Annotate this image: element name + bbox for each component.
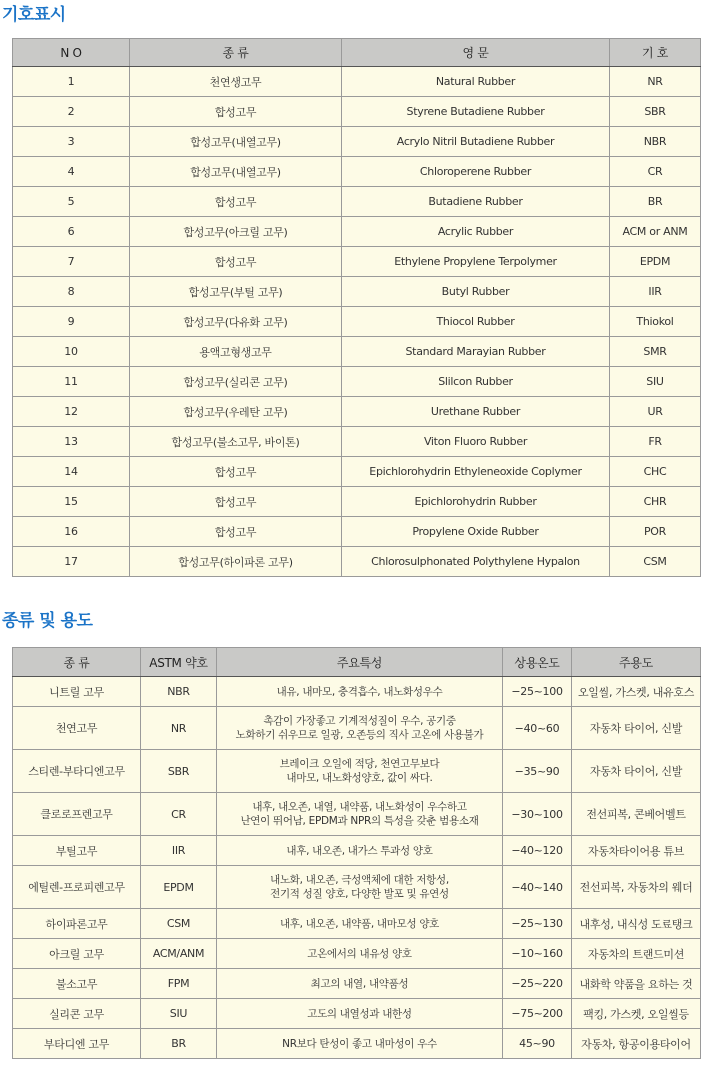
operating-temperature: −35~90: [503, 750, 572, 793]
english-name: Butyl Rubber: [342, 277, 610, 307]
rubber-type: 천연생고무: [130, 67, 342, 97]
symbol-code: POR: [610, 517, 701, 547]
astm-code: NR: [141, 707, 217, 750]
rubber-type: 실리콘 고무: [13, 999, 141, 1029]
usage-table: [12, 647, 701, 1059]
table-row: [13, 187, 701, 217]
header-astm: ASTM 약호: [141, 648, 217, 677]
properties-line-1: 내노화, 내오존, 극성액체에 대한 저항성,: [270, 874, 449, 886]
header-no: N O: [13, 39, 130, 67]
rubber-type: 합성고무(내열고무): [130, 157, 342, 187]
header-type: 종 류: [130, 39, 342, 67]
table-row: [13, 307, 701, 337]
row-number: 9: [13, 307, 130, 337]
main-use: 전선피복, 자동차의 웨더: [572, 866, 701, 909]
rubber-type: 에틸렌-프로피렌고무: [13, 866, 141, 909]
header-main-use: 주용도: [572, 648, 701, 677]
properties: [217, 939, 503, 969]
operating-temperature: −25~130: [503, 909, 572, 939]
properties-line-1: 고도의 내열성과 내한성: [307, 1007, 412, 1020]
properties-line-1: 내후, 내오존, 내가스 투과성 양호: [286, 844, 433, 857]
table-row: [13, 999, 701, 1029]
properties-line-2: 노화하기 쉬우므로 일광, 오존등의 직사 고온에 사용불가: [235, 729, 484, 741]
english-name: Styrene Butadiene Rubber: [342, 97, 610, 127]
row-number: 3: [13, 127, 130, 157]
row-number: 2: [13, 97, 130, 127]
header-temperature: 상용온도: [503, 648, 572, 677]
symbol-code: CHC: [610, 457, 701, 487]
operating-temperature: −25~100: [503, 677, 572, 707]
rubber-type: 아크릴 고무: [13, 939, 141, 969]
table-row: [13, 939, 701, 969]
row-number: 1: [13, 67, 130, 97]
rubber-type: 합성고무(내열고무): [130, 127, 342, 157]
operating-temperature: −40~120: [503, 836, 572, 866]
rubber-type: 합성고무(우레탄 고무): [130, 397, 342, 427]
properties-line-1: 내후, 내오존, 내약품, 내마모성 양호: [279, 917, 440, 930]
row-number: 17: [13, 547, 130, 577]
symbol-code: UR: [610, 397, 701, 427]
table-row: [13, 517, 701, 547]
rubber-type: 합성고무: [130, 97, 342, 127]
symbol-code: BR: [610, 187, 701, 217]
section-title-symbols: 기호표시: [2, 5, 66, 25]
row-number: 10: [13, 337, 130, 367]
astm-code: CSM: [141, 909, 217, 939]
rubber-type: 합성고무: [130, 187, 342, 217]
symbol-code: Thiokol: [610, 307, 701, 337]
english-name: Epichlorohydrin Rubber: [342, 487, 610, 517]
rubber-type: 부타디엔 고무: [13, 1029, 141, 1059]
table-row: [13, 457, 701, 487]
rubber-type: 합성고무(불소고무, 바이톤): [130, 427, 342, 457]
properties-line-1: 내유, 내마모, 충격흡수, 내노화성우수: [276, 685, 443, 698]
row-number: 11: [13, 367, 130, 397]
row-number: 7: [13, 247, 130, 277]
table-row: [13, 427, 701, 457]
main-use: 팩킹, 가스켓, 오일씰등: [572, 999, 701, 1029]
row-number: 6: [13, 217, 130, 247]
english-name: Propylene Oxide Rubber: [342, 517, 610, 547]
main-use: 내후성, 내식성 도료탱크: [572, 909, 701, 939]
main-use: 자동차 타이어, 신발: [572, 750, 701, 793]
english-name: Thiocol Rubber: [342, 307, 610, 337]
astm-code: CR: [141, 793, 217, 836]
english-name: Standard Marayian Rubber: [342, 337, 610, 367]
symbol-code: SIU: [610, 367, 701, 397]
symbol-code: CHR: [610, 487, 701, 517]
header-properties: 주요특성: [217, 648, 503, 677]
table-row: [13, 1029, 701, 1059]
english-name: Urethane Rubber: [342, 397, 610, 427]
table-row: [13, 969, 701, 999]
rubber-type: 합성고무(아크릴 고무): [130, 217, 342, 247]
symbol-code: ACM or ANM: [610, 217, 701, 247]
rubber-type: 합성고무(부틸 고무): [130, 277, 342, 307]
operating-temperature: −40~60: [503, 707, 572, 750]
properties-line-2: 난연이 뛰어남, EPDM과 NPR의 특성을 갖춘 범용소재: [240, 815, 479, 827]
table-row: [13, 750, 701, 793]
rubber-type: 합성고무: [130, 457, 342, 487]
rubber-type: 천연고무: [13, 707, 141, 750]
table-row: [13, 487, 701, 517]
astm-code: BR: [141, 1029, 217, 1059]
table-row: [13, 677, 701, 707]
main-use: 내화학 약품을 요하는 것: [572, 969, 701, 999]
properties: [217, 836, 503, 866]
properties-line-1: NR보다 탄성이 좋고 내마성이 우수: [282, 1037, 437, 1050]
table-row: [13, 127, 701, 157]
table-header-row: [13, 648, 701, 677]
row-number: 15: [13, 487, 130, 517]
operating-temperature: −25~220: [503, 969, 572, 999]
rubber-type: 합성고무: [130, 487, 342, 517]
row-number: 5: [13, 187, 130, 217]
properties: [217, 999, 503, 1029]
table-row: [13, 909, 701, 939]
properties-line-1: 고온에서의 내유성 양호: [307, 947, 412, 960]
properties-line-2: 내마모, 내노화성양호, 값이 싸다.: [286, 772, 433, 784]
symbol-code: FR: [610, 427, 701, 457]
main-use: 자동차 타이어, 신발: [572, 707, 701, 750]
rubber-type: 클로로프렌고무: [13, 793, 141, 836]
header-symbol: 기 호: [610, 39, 701, 67]
astm-code: SIU: [141, 999, 217, 1029]
operating-temperature: −75~200: [503, 999, 572, 1029]
english-name: Chlorosulphonated Polythylene Hypalon: [342, 547, 610, 577]
symbol-code: NR: [610, 67, 701, 97]
symbol-code: CR: [610, 157, 701, 187]
rubber-type: 니트릴 고무: [13, 677, 141, 707]
main-use: 자동차의 트랜드미션: [572, 939, 701, 969]
english-name: Chloroperene Rubber: [342, 157, 610, 187]
properties: [217, 677, 503, 707]
row-number: 16: [13, 517, 130, 547]
main-use: 자동차타이어용 튜브: [572, 836, 701, 866]
properties: [217, 793, 503, 836]
symbol-code: SBR: [610, 97, 701, 127]
rubber-type: 불소고무: [13, 969, 141, 999]
properties-line-1: 브레이크 오일에 적당, 천연고무보다: [279, 758, 440, 770]
table-row: [13, 547, 701, 577]
english-name: Butadiene Rubber: [342, 187, 610, 217]
row-number: 4: [13, 157, 130, 187]
row-number: 14: [13, 457, 130, 487]
rubber-type: 합성고무: [130, 517, 342, 547]
table-row: [13, 367, 701, 397]
rubber-type: 합성고무(실리콘 고무): [130, 367, 342, 397]
astm-code: ACM/ANM: [141, 939, 217, 969]
table-row: [13, 247, 701, 277]
astm-code: NBR: [141, 677, 217, 707]
table-row: [13, 337, 701, 367]
properties-line-2: 전기적 성질 양호, 다양한 발포 및 유연성: [270, 888, 449, 900]
symbols-table: [12, 38, 701, 577]
english-name: Ethylene Propylene Terpolymer: [342, 247, 610, 277]
english-name: Slilcon Rubber: [342, 367, 610, 397]
main-use: 자동차, 항공이용타이어: [572, 1029, 701, 1059]
operating-temperature: −40~140: [503, 866, 572, 909]
astm-code: FPM: [141, 969, 217, 999]
astm-code: SBR: [141, 750, 217, 793]
main-use: 오일씰, 가스켓, 내유호스: [572, 677, 701, 707]
table-row: [13, 157, 701, 187]
english-name: Acrylic Rubber: [342, 217, 610, 247]
properties-line-1: 내후, 내오존, 내열, 내약품, 내노화성이 우수하고: [252, 801, 467, 813]
english-name: Viton Fluoro Rubber: [342, 427, 610, 457]
rubber-type: 합성고무(다유화 고무): [130, 307, 342, 337]
english-name: Epichlorohydrin Ethyleneoxide Coplymer: [342, 457, 610, 487]
row-number: 13: [13, 427, 130, 457]
rubber-type: 합성고무: [130, 247, 342, 277]
symbol-code: CSM: [610, 547, 701, 577]
rubber-type: 합성고무(하이파론 고무): [130, 547, 342, 577]
properties: [217, 909, 503, 939]
main-use: 전선피복, 콘베어벨트: [572, 793, 701, 836]
astm-code: EPDM: [141, 866, 217, 909]
rubber-type: 스티렌-부타디엔고무: [13, 750, 141, 793]
table-row: [13, 866, 701, 909]
table-row: [13, 836, 701, 866]
properties: [217, 707, 503, 750]
properties-line-1: 촉감이 가장좋고 기계적성질이 우수, 공기중: [263, 715, 456, 727]
symbol-code: NBR: [610, 127, 701, 157]
symbol-code: IIR: [610, 277, 701, 307]
symbol-code: SMR: [610, 337, 701, 367]
english-name: Natural Rubber: [342, 67, 610, 97]
english-name: Acrylo Nitril Butadiene Rubber: [342, 127, 610, 157]
rubber-type: 용액고형생고무: [130, 337, 342, 367]
properties: [217, 969, 503, 999]
properties: [217, 866, 503, 909]
operating-temperature: −30~100: [503, 793, 572, 836]
properties: [217, 1029, 503, 1059]
table-row: [13, 277, 701, 307]
section-title-usage: 종류 및 용도: [2, 611, 93, 631]
table-row: [13, 217, 701, 247]
row-number: 12: [13, 397, 130, 427]
table-row: [13, 67, 701, 97]
rubber-type: 부틸고무: [13, 836, 141, 866]
symbol-code: EPDM: [610, 247, 701, 277]
header-english: 영 문: [342, 39, 610, 67]
properties: [217, 750, 503, 793]
operating-temperature: 45~90: [503, 1029, 572, 1059]
header-type: 종 류: [13, 648, 141, 677]
properties-line-1: 최고의 내열, 내약품성: [310, 977, 409, 990]
table-header-row: [13, 39, 701, 67]
table-row: [13, 707, 701, 750]
table-row: [13, 793, 701, 836]
table-row: [13, 397, 701, 427]
table-row: [13, 97, 701, 127]
row-number: 8: [13, 277, 130, 307]
astm-code: IIR: [141, 836, 217, 866]
rubber-type: 하이파론고무: [13, 909, 141, 939]
operating-temperature: −10~160: [503, 939, 572, 969]
